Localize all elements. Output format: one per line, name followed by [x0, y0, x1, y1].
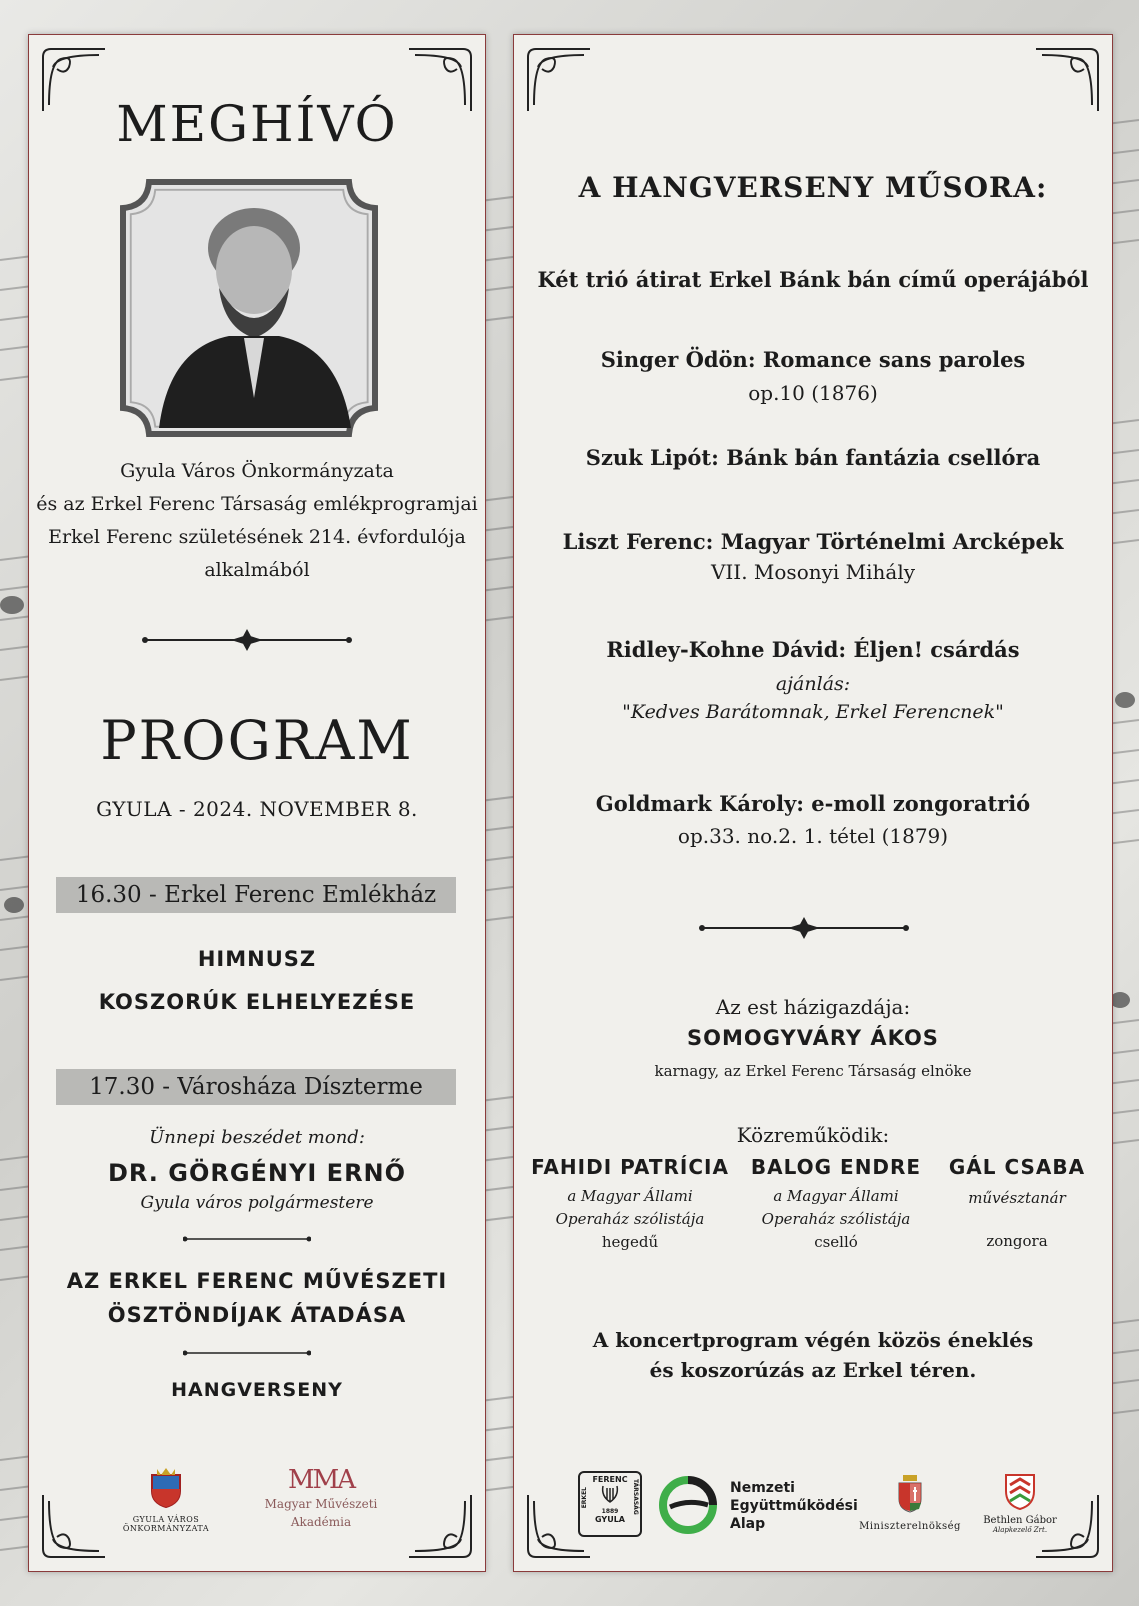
gyula-logo-text: GYULA VÁROS ÖNKORMÁNYZATA — [122, 1515, 210, 1533]
host-name: SOMOGYVÁRY ÁKOS — [687, 1026, 939, 1050]
program-title: PROGRAM — [100, 709, 414, 772]
performer-name: FAHIDI PATRÍCIA — [531, 1155, 729, 1179]
nea-logo-line: Alap — [730, 1516, 766, 1532]
portrait — [119, 178, 379, 438]
performer — [932, 1155, 1102, 1253]
performer-role: a Magyar Állami — [773, 1187, 899, 1205]
piece-detail: op.10 (1876) — [748, 381, 878, 405]
miniszterelnokseg-logo-text: Miniszterelnökség — [859, 1521, 961, 1532]
piece-title: Goldmark Károly: e-moll zongoratrió — [595, 791, 1031, 816]
bga-logo — [970, 1471, 1070, 1534]
eft-logo-text: TÁRSASÁG — [632, 1479, 639, 1515]
ornament-corner-icon — [524, 45, 594, 115]
speaker-name: DR. GÖRGÉNYI ERNŐ — [107, 1159, 407, 1187]
performer-instrument: zongora — [986, 1232, 1048, 1250]
invitation-panel — [28, 34, 486, 1572]
ornament-corner-icon — [1032, 45, 1102, 115]
mma-logo — [247, 1465, 395, 1531]
miniszterelnokseg-logo — [850, 1473, 970, 1532]
award-line: AZ ERKEL FERENC MŰVÉSZETI — [66, 1269, 448, 1293]
performer — [520, 1155, 740, 1254]
ornament-corner-icon — [39, 1491, 109, 1561]
piece-title: Ridley-Kohne Dávid: Éljen! csárdás — [606, 637, 1020, 662]
host-role: karnagy, az Erkel Ferenc Társaság elnöke — [654, 1062, 972, 1080]
session-bar: 17.30 - Városháza Díszterme — [56, 1069, 456, 1105]
session-bar: 16.30 - Erkel Ferenc Emlékház — [56, 877, 456, 913]
closing-line: A koncertprogram végén közös éneklés — [592, 1328, 1034, 1352]
closing-line: és koszorúzás az Erkel téren. — [649, 1358, 977, 1382]
mma-logo-text: Magyar Művészeti — [264, 1497, 378, 1511]
award-line: ÖSZTÖNDÍJAK ÁTADÁSA — [107, 1303, 407, 1327]
piece-detail: VII. Mosonyi Mihály — [710, 560, 916, 584]
performer-role: Operaház szólistája — [555, 1210, 705, 1228]
program-item-koszoruk: KOSZORÚK ELHELYEZÉSE — [98, 990, 416, 1014]
performer-instrument: hegedű — [601, 1233, 659, 1251]
piece-title: Két trió átirat Erkel Bánk bán című operájából — [537, 267, 1089, 292]
bga-logo-subtext: Alapkezelő Zrt. — [992, 1526, 1048, 1534]
speech-label: Ünnepi beszédet mond: — [149, 1127, 365, 1148]
award-text — [29, 1264, 485, 1332]
program-item-concert: HANGVERSENY — [171, 1379, 343, 1401]
mma-logo-mark: MMA — [287, 1465, 355, 1495]
eft-logo-text: ERKEL — [581, 1487, 588, 1509]
ornament-corner-icon — [405, 1491, 475, 1561]
divider-ornament-icon — [141, 627, 353, 653]
intro-line: és az Erkel Ferenc Társaság emlékprogramjai — [36, 493, 478, 515]
host-label: Az est házigazdája: — [715, 995, 911, 1019]
eft-logo-text: GYULA — [595, 1515, 625, 1524]
performer-name: BALOG ENDRE — [750, 1155, 922, 1179]
performer-role: Operaház szólistája — [761, 1210, 911, 1228]
lyre-icon — [599, 1484, 621, 1504]
mma-logo-text: Akadémia — [290, 1515, 352, 1529]
concert-program-panel — [513, 34, 1113, 1572]
performer-role: a Magyar Állami — [567, 1187, 693, 1205]
nea-ring-icon — [658, 1475, 718, 1535]
program-item-himnusz: HIMNUSZ — [197, 947, 317, 971]
piece-title: Singer Ödön: Romance sans paroles — [600, 347, 1026, 372]
piece-detail: op.33. no.2. 1. tétel (1879) — [677, 824, 949, 848]
nea-logo — [658, 1473, 873, 1537]
small-divider-icon — [183, 1232, 311, 1246]
erkel-tarsasag-logo — [578, 1471, 642, 1537]
nea-logo-text — [730, 1479, 858, 1533]
piece-title: Szuk Lipót: Bánk bán fantázia csellóra — [585, 445, 1041, 470]
piece-dedication-label: ajánlás: — [775, 673, 851, 695]
intro-line: Erkel Ferenc születésének 214. évfordulója — [48, 526, 466, 548]
gyula-logo — [101, 1467, 231, 1533]
performers-label: Közreműködik: — [736, 1123, 890, 1147]
concert-program-title: A HANGVERSENY MŰSORA: — [578, 171, 1048, 204]
performer-name: GÁL CSABA — [948, 1155, 1086, 1179]
closing-text — [514, 1325, 1112, 1385]
piece-dedication: "Kedves Barátomnak, Erkel Ferencnek" — [622, 701, 1004, 723]
intro-line: Gyula Város Önkormányzata — [120, 460, 394, 482]
intro-text — [29, 455, 485, 587]
bga-shield-icon — [1004, 1471, 1036, 1511]
performer-instrument: cselló — [814, 1233, 858, 1251]
performer — [736, 1155, 936, 1254]
nea-logo-line: Nemzeti — [730, 1480, 795, 1496]
speaker-role: Gyula város polgármestere — [140, 1193, 374, 1213]
eft-logo-text: 1889 — [601, 1508, 619, 1515]
intro-line: alkalmából — [204, 559, 310, 581]
small-divider-icon — [183, 1346, 311, 1360]
date-line: GYULA - 2024. NOVEMBER 8. — [96, 797, 418, 821]
nea-logo-line: Együttműködési — [730, 1498, 858, 1514]
hungarian-coat-of-arms-icon — [897, 1473, 923, 1513]
piece-title: Liszt Ferenc: Magyar Történelmi Arcképek — [562, 529, 1064, 554]
divider-ornament-icon — [698, 915, 910, 941]
eft-logo-text: FERENC — [592, 1475, 628, 1484]
performer-role: művésztanár — [968, 1189, 1066, 1207]
coat-of-arms-icon — [149, 1467, 183, 1509]
bga-logo-text: Bethlen Gábor — [983, 1515, 1057, 1526]
invitation-title: MEGHÍVÓ — [116, 95, 398, 153]
